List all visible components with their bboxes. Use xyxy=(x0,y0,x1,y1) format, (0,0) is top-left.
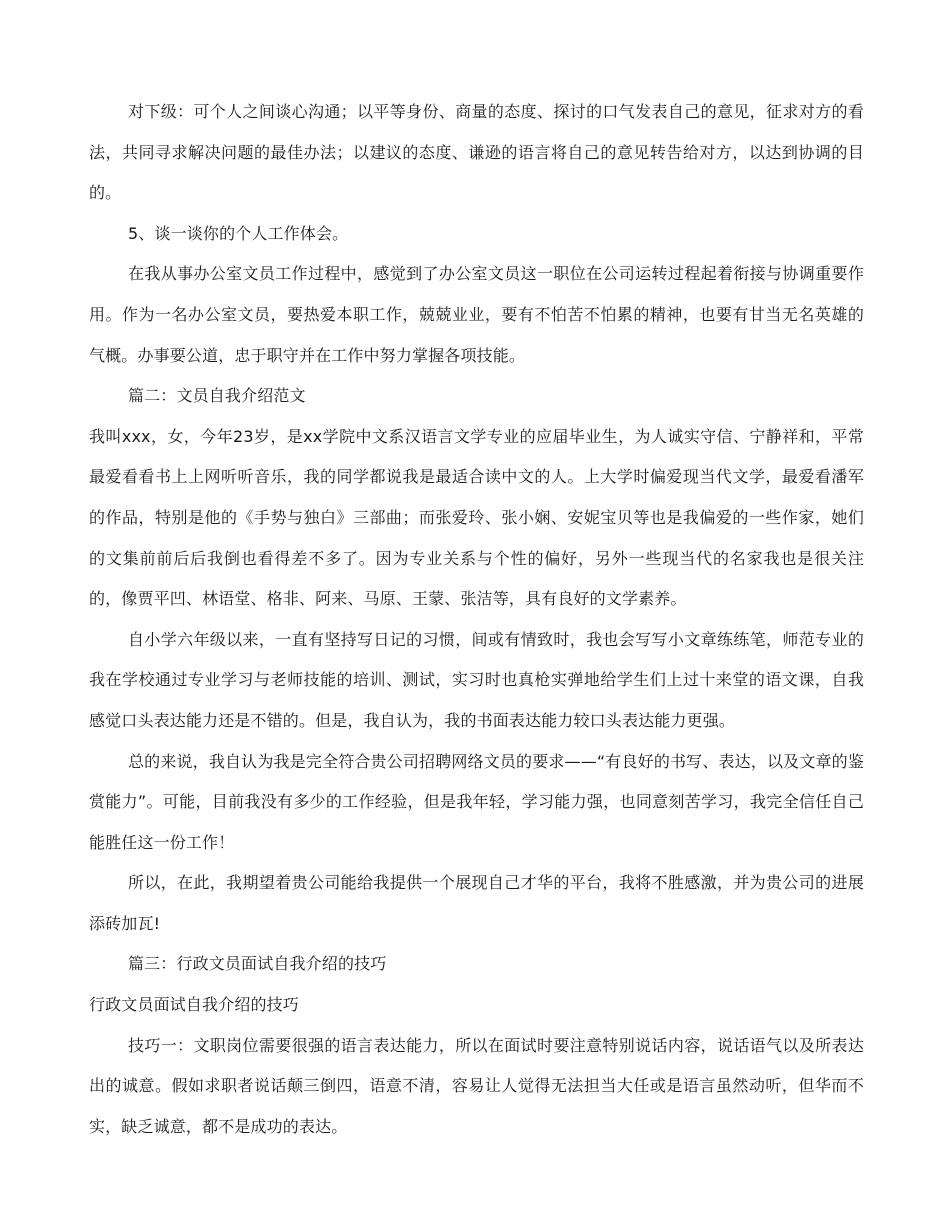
section-2-heading: 篇二：文员自我介绍范文 xyxy=(128,386,306,406)
paragraph-work-experience: 在我从事办公室文员工作过程中，感觉到了办公室文员这一职位在公司运转过程起着衔接与协调重要作用。作为一名办公室文员，要热爱本职工作，兢兢业业，要有不怕苦不怕累的精神，也要有甘当无名英雄的气概。办事要公道，忠于职守并在工作中努力掌握各项技能。 xyxy=(89,264,864,365)
paragraph-tip-1: 技巧一：文职岗位需要很强的语言表达能力，所以在面试时要注意特别说话内容，说话语气以及所表达出的诚意。假如求职者说话颠三倒四，语意不清，容易让人觉得无法担当大任或是语言虽然动听，但华而不实，缺乏诚意，都不是成功的表达。 xyxy=(89,1035,864,1136)
paragraph-diary-habit: 自小学六年级以来，一直有坚持写日记的习惯，间或有情致时，我也会写写小文章练练笔，师范专业的我在学校通过专业学习与老师技能的培训、测试，实习时也真枪实弹地给学生们上过十来堂的语文课，自我感觉口头表达能力还是不错的。但是，我自认为，我的书面表达能力较口头表达能力更强。 xyxy=(89,629,864,730)
question-5-heading: 5、谈一谈你的个人工作体会。 xyxy=(128,223,349,243)
paragraph-to-subordinates: 对下级：可个人之间谈心沟通；以平等身份、商量的态度、探讨的口气发表自己的意见，征求对方的看法，共同寻求解决问题的最佳办法；以建议的态度、谦逊的语言将自己的意见转告给对方，以达到协调的目的。 xyxy=(89,102,864,203)
document-body xyxy=(89,92,864,1147)
paragraph-summary: 总的来说，我自认为我是完全符合贵公司招聘网络文员的要求——“有良好的书写、表达，以及文章的鉴赏能力”。可能，目前我没有多少的工作经验，但是我年轻，学习能力强，也同意刻苦学习，我完全信任自己能胜任这一份工作！ xyxy=(89,751,864,852)
section-3-title: 行政文员面试自我介绍的技巧 xyxy=(89,995,299,1015)
paragraph-closing: 所以，在此，我期望着贵公司能给我提供一个展现自己才华的平台，我将不胜感激，并为贵公司的进展添砖加瓦! xyxy=(89,873,864,933)
paragraph-self-intro: 我叫xxx，女，今年23岁，是xx学院中文系汉语言文学专业的应届毕业生，为人诚实守信、宁静祥和，平常最爱看看书上上网听听音乐，我的同学都说我是最适合读中文的人。上大学时偏爱现当代文学，最爱看潘军的作品，特别是他的《手势与独白》三部曲；而张爱玲、张小娴、安妮宝贝等也是我偏爱的一些作家，她们的文集前前后后我倒也看得差不多了。因为专业关系与个性的偏好，另外一些现当代的名家我也是很关注的，像贾平凹、林语堂、格非、阿来、马原、王蒙、张洁等，具有良好的文学素养。 xyxy=(89,426,864,609)
section-3-heading: 篇三：行政文员面试自我介绍的技巧 xyxy=(128,954,387,974)
